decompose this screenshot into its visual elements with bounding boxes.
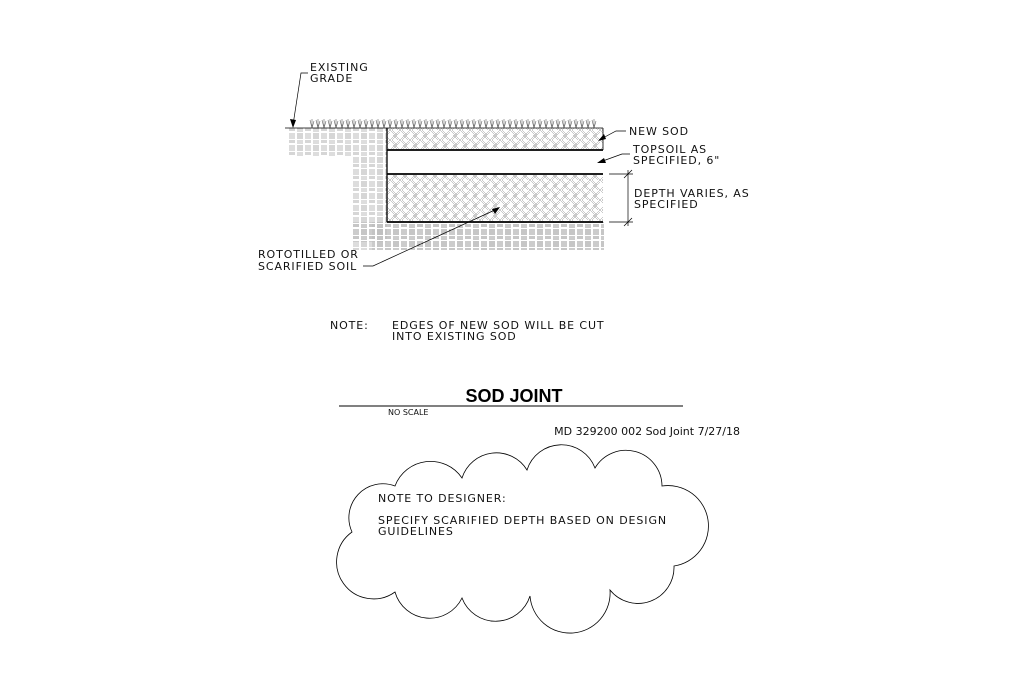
designer-note-line-1: SPECIFY SCARIFIED DEPTH BASED ON DESIGN — [378, 514, 667, 527]
drawing-title: SOD JOINT — [465, 386, 563, 406]
label-soil-2: SCARIFIED SOIL — [258, 260, 358, 273]
scale-note: NO SCALE — [388, 408, 429, 417]
drawing-reference: MD 329200 002 Sod Joint 7/27/18 — [554, 425, 740, 438]
label-existing-grade-2: GRADE — [310, 72, 354, 85]
grass-tuft — [322, 119, 326, 128]
grass-tuft — [466, 119, 470, 128]
grass-tuft — [502, 119, 506, 128]
grass-tuft — [328, 119, 332, 128]
grass-tuft — [508, 119, 512, 128]
grass-tuft — [550, 119, 554, 128]
grass-tuft — [370, 119, 374, 128]
grass-tuft — [400, 119, 404, 128]
grass-tuft — [580, 119, 584, 128]
grass-tuft — [442, 119, 446, 128]
grass-tuft — [310, 119, 314, 128]
grass-tuft — [316, 119, 320, 128]
new-sod-layer — [387, 128, 603, 150]
grass-tuft — [538, 119, 542, 128]
grass-tuft — [556, 119, 560, 128]
grass-tuft — [340, 119, 344, 128]
label-depth-1: DEPTH VARIES, AS — [634, 187, 750, 200]
grass-tuft — [412, 119, 416, 128]
label-existing-grade-1: EXISTING — [310, 61, 369, 74]
grass-tuft — [484, 119, 488, 128]
designer-note-heading: NOTE TO DESIGNER: — [378, 492, 507, 505]
note-line-1: EDGES OF NEW SOD WILL BE CUT — [392, 319, 605, 332]
grass-tuft — [358, 119, 362, 128]
grass-tuft — [388, 119, 392, 128]
grass-tuft — [520, 119, 524, 128]
grass-tuft — [568, 119, 572, 128]
grass-tuft — [352, 119, 356, 128]
grass-tuft — [586, 119, 590, 128]
grass-tuft — [364, 119, 368, 128]
label-depth-2: SPECIFIED — [634, 198, 699, 211]
grass-tuft — [376, 119, 380, 128]
grass-tuft — [574, 119, 578, 128]
grass-tuft — [454, 119, 458, 128]
grass-tuft — [496, 119, 500, 128]
grass-tuft — [460, 119, 464, 128]
grass-tuft — [472, 119, 476, 128]
grass-tuft — [448, 119, 452, 128]
note-line-2: INTO EXISTING SOD — [392, 330, 517, 343]
grass-tuft — [406, 119, 410, 128]
label-topsoil-1: TOPSOIL AS — [633, 143, 708, 156]
depth-dimension — [609, 170, 633, 226]
grass-tuft — [562, 119, 566, 128]
designer-note-cloud — [337, 445, 709, 633]
grass-tuft — [526, 119, 530, 128]
label-topsoil-2: SPECIFIED, 6" — [633, 154, 721, 167]
label-soil-1: ROTOTILLED OR — [258, 248, 359, 261]
label-new-sod: NEW SOD — [629, 125, 689, 138]
grass-tuft — [382, 119, 386, 128]
grass-tuft — [346, 119, 350, 128]
grass-tuft — [418, 119, 422, 128]
grass-tuft — [532, 119, 536, 128]
grass-tuft — [478, 119, 482, 128]
scarified-soil-layer — [387, 175, 603, 222]
grass-tuft — [334, 119, 338, 128]
grass-tuft — [490, 119, 494, 128]
leader-topsoil — [597, 154, 630, 163]
designer-note-line-2: GUIDELINES — [378, 525, 454, 538]
grass-tuft — [544, 119, 548, 128]
grass-tuft — [436, 119, 440, 128]
grass-tufts — [310, 119, 596, 128]
note-label: NOTE: — [330, 319, 369, 332]
grass-tuft — [514, 119, 518, 128]
grass-tuft — [394, 119, 398, 128]
leader-existing-grade — [290, 73, 308, 128]
grass-tuft — [424, 119, 428, 128]
grass-tuft — [430, 119, 434, 128]
grass-tuft — [592, 119, 596, 128]
